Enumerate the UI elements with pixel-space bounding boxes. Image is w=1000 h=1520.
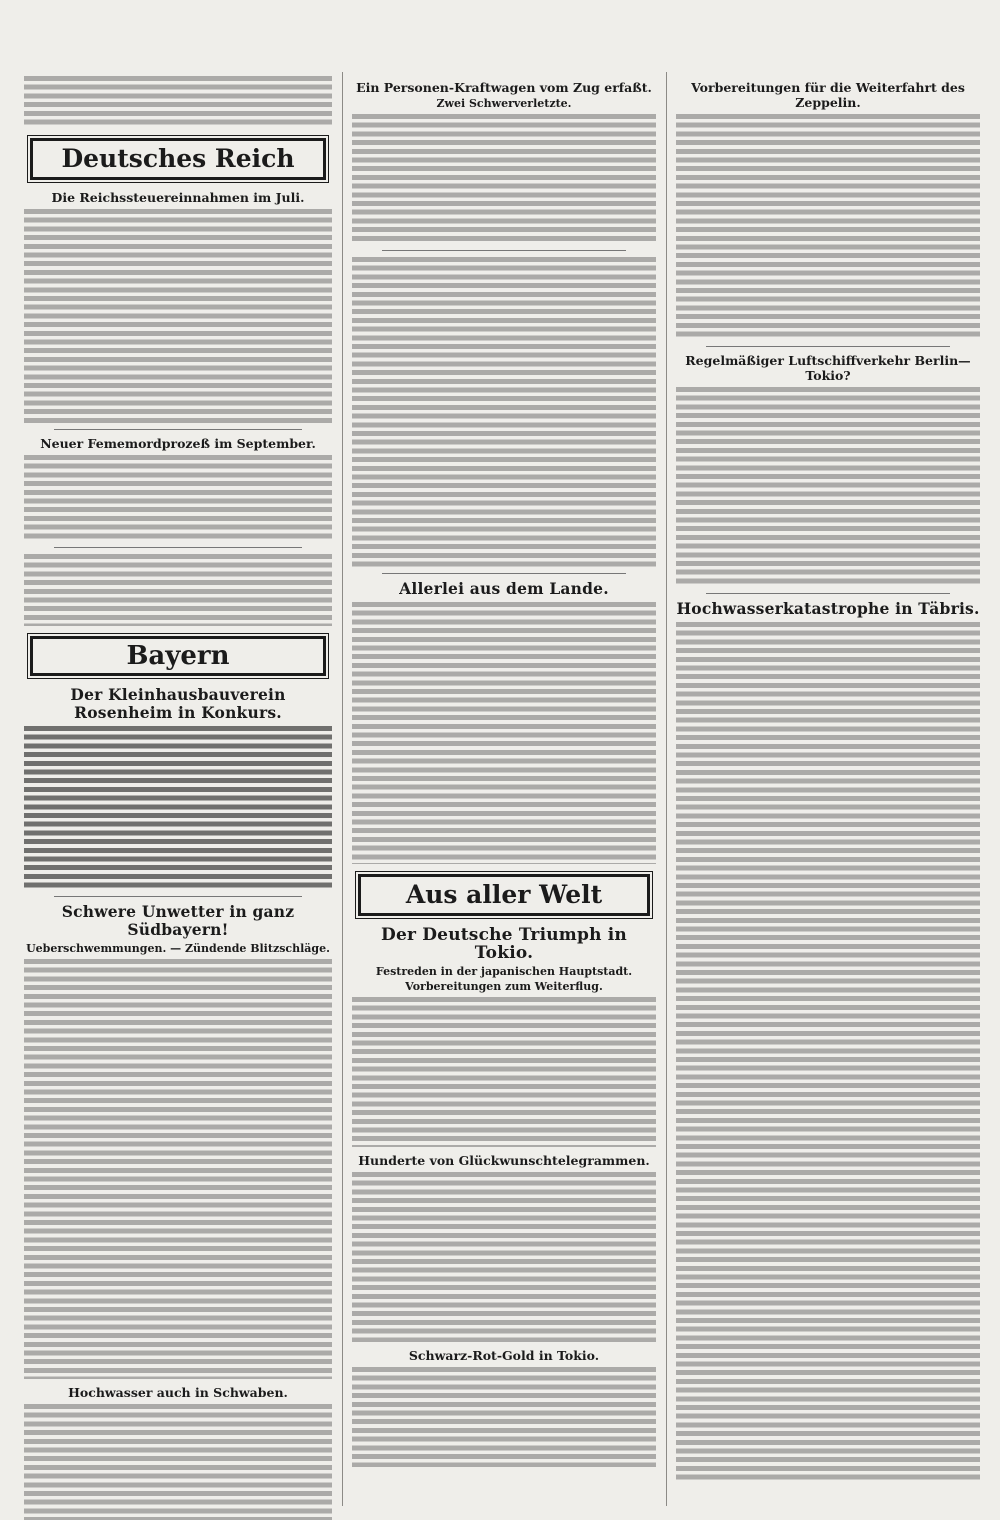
body-text-block [24, 959, 332, 1379]
article-headline: Vorbereitungen für die Weiterfahrt des Zeppelin. [691, 80, 965, 110]
article-headline: Regelmäßiger Luftschiffverkehr Berlin—Tokio? [685, 353, 971, 383]
column-right [676, 72, 980, 1506]
column-rule [342, 72, 343, 1506]
section-header-deutsches-reich: Deutsches Reich [30, 138, 326, 180]
divider [382, 573, 626, 574]
article-headline: Der Kleinhausbauverein Rosenheim in Konkurs. [70, 685, 286, 722]
body-text-block [24, 76, 332, 128]
section-header-bayern: Bayern [30, 636, 326, 676]
body-text-block [24, 554, 332, 626]
article-headline: Schwere Unwetter in ganz Südbayern! [61, 902, 295, 939]
divider [54, 896, 302, 897]
body-text-block [24, 455, 332, 541]
body-text-block [352, 1367, 656, 1467]
article-headline: Hochwasser auch in Schwaben. [68, 1385, 288, 1400]
article-headline: Hunderte von Glückwunschtelegrammen. [358, 1153, 650, 1168]
body-text-block [352, 1172, 656, 1342]
body-text-block [24, 1404, 332, 1520]
article-subheadline: Vorbereitungen zum Weiterflug. [405, 980, 603, 993]
divider [54, 429, 302, 430]
section-header-aus-aller-welt: Aus aller Welt [358, 874, 650, 916]
divider [706, 593, 950, 594]
article-headline: Ein Personen-Kraftwagen vom Zug erfaßt. [356, 80, 652, 95]
divider [54, 547, 302, 548]
column-rule [666, 72, 667, 1506]
column-left [24, 72, 332, 1506]
body-text-block [352, 602, 656, 864]
article-headline: Der Deutsche Triumph in Tokio. [381, 925, 627, 963]
body-text-block [352, 257, 656, 567]
body-text-block [24, 209, 332, 423]
article-subheadline: Festreden in der japanischen Hauptstadt. [375, 965, 633, 978]
article-headline: Die Reichssteuereinnahmen im Juli. [51, 190, 305, 205]
article-headline: Neuer Fememordprozeß im September. [40, 436, 316, 451]
body-text-block [676, 622, 980, 1482]
body-text-block [352, 997, 656, 1147]
body-text-block [676, 114, 980, 340]
divider [706, 346, 950, 347]
article-subheadline: Zwei Schwerverletzte. [436, 97, 572, 110]
body-text-block [676, 387, 980, 587]
divider [382, 250, 626, 251]
article-subheadline: Ueberschwemmungen. — Zündende Blitzschläge. [26, 942, 330, 955]
body-text-block [24, 726, 332, 890]
article-headline: Allerlei aus dem Lande. [399, 579, 609, 598]
column-middle [352, 72, 656, 1506]
body-text-block [352, 114, 656, 244]
article-headline: Hochwasserkatastrophe in Täbris. [676, 599, 980, 618]
article-headline: Schwarz-Rot-Gold in Tokio. [408, 1348, 600, 1363]
